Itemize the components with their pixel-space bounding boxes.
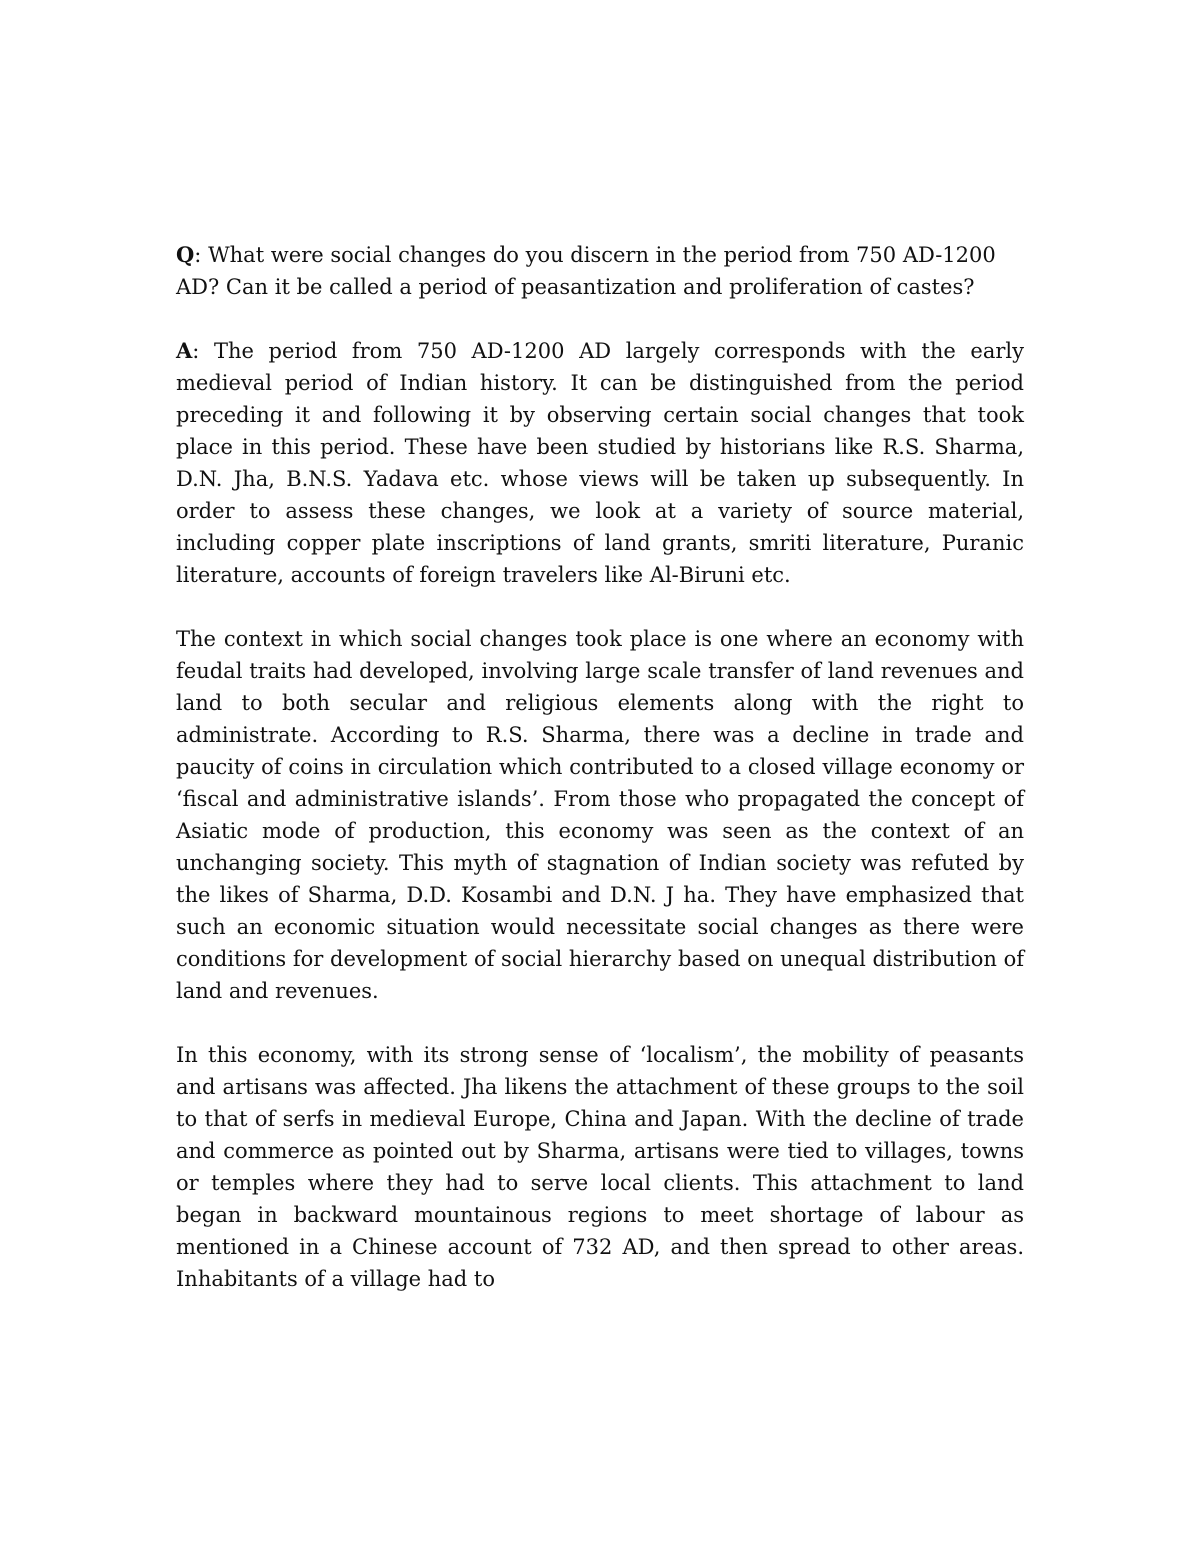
question-label: Q bbox=[176, 242, 195, 267]
body-paragraph-localism: In this economy, with its strong sense of ‘localism’, the mobility of peasants and artisans was affected. Jha likens the attachment of these groups to the soil to that of serfs in medieval Europe, China and Japan. With the decline of trade and commerce as pointed out by Sharma, artisans were tied to villages, towns or temples where they had to serve local clients. This attachment to land began in backward mountainous regions to meet shortage of labour as mentioned in a Chinese account of 732 AD, and then spread to other areas. Inhabitants of a village had to bbox=[176, 1043, 1024, 1291]
question-paragraph bbox=[176, 239, 1024, 303]
answer-label: A bbox=[176, 338, 193, 363]
answer-paragraph bbox=[176, 335, 1024, 591]
document-body bbox=[176, 239, 1024, 1327]
question-text: What were social changes do you discern in the period from 750 AD-1200 AD? Can it be called a period of peasantization and proliferation of castes? bbox=[176, 243, 996, 299]
answer-text: The period from 750 AD-1200 AD largely corresponds with the early medieval period of Indian history. It can be distinguished from the period preceding it and following it by observing certain social changes that took place in this period. These have been studied by historians like R.S. Sharma, D.N. Jha, B.N.S. Yadava etc. whose views will be taken up subsequently. In order to assess these changes, we look at a variety of source material, including copper plate inscriptions of land grants, smriti literature, Puranic literature, accounts of foreign travelers like Al-Biruni etc. bbox=[176, 339, 1024, 587]
question-separator: : bbox=[194, 243, 209, 267]
answer-separator: : bbox=[192, 339, 214, 363]
body-paragraph-context: The context in which social changes took place is one where an economy with feudal traits had developed, involving large scale transfer of land revenues and land to both secular and religious elements along with the right to administrate. According to R.S. Sharma, there was a decline in trade and paucity of coins in circulation which contributed to a closed village economy or ‘fiscal and administrative islands’. From those who propagated the concept of Asiatic mode of production, this economy was seen as the context of an unchanging society. This myth of stagnation of Indian society was refuted by the likes of Sharma, D.D. Kosambi and D.N. J ha. They have emphasized that such an economic situation would necessitate social changes as there were conditions for development of social hierarchy based on unequal distribution of land and revenues. bbox=[176, 627, 1024, 1003]
